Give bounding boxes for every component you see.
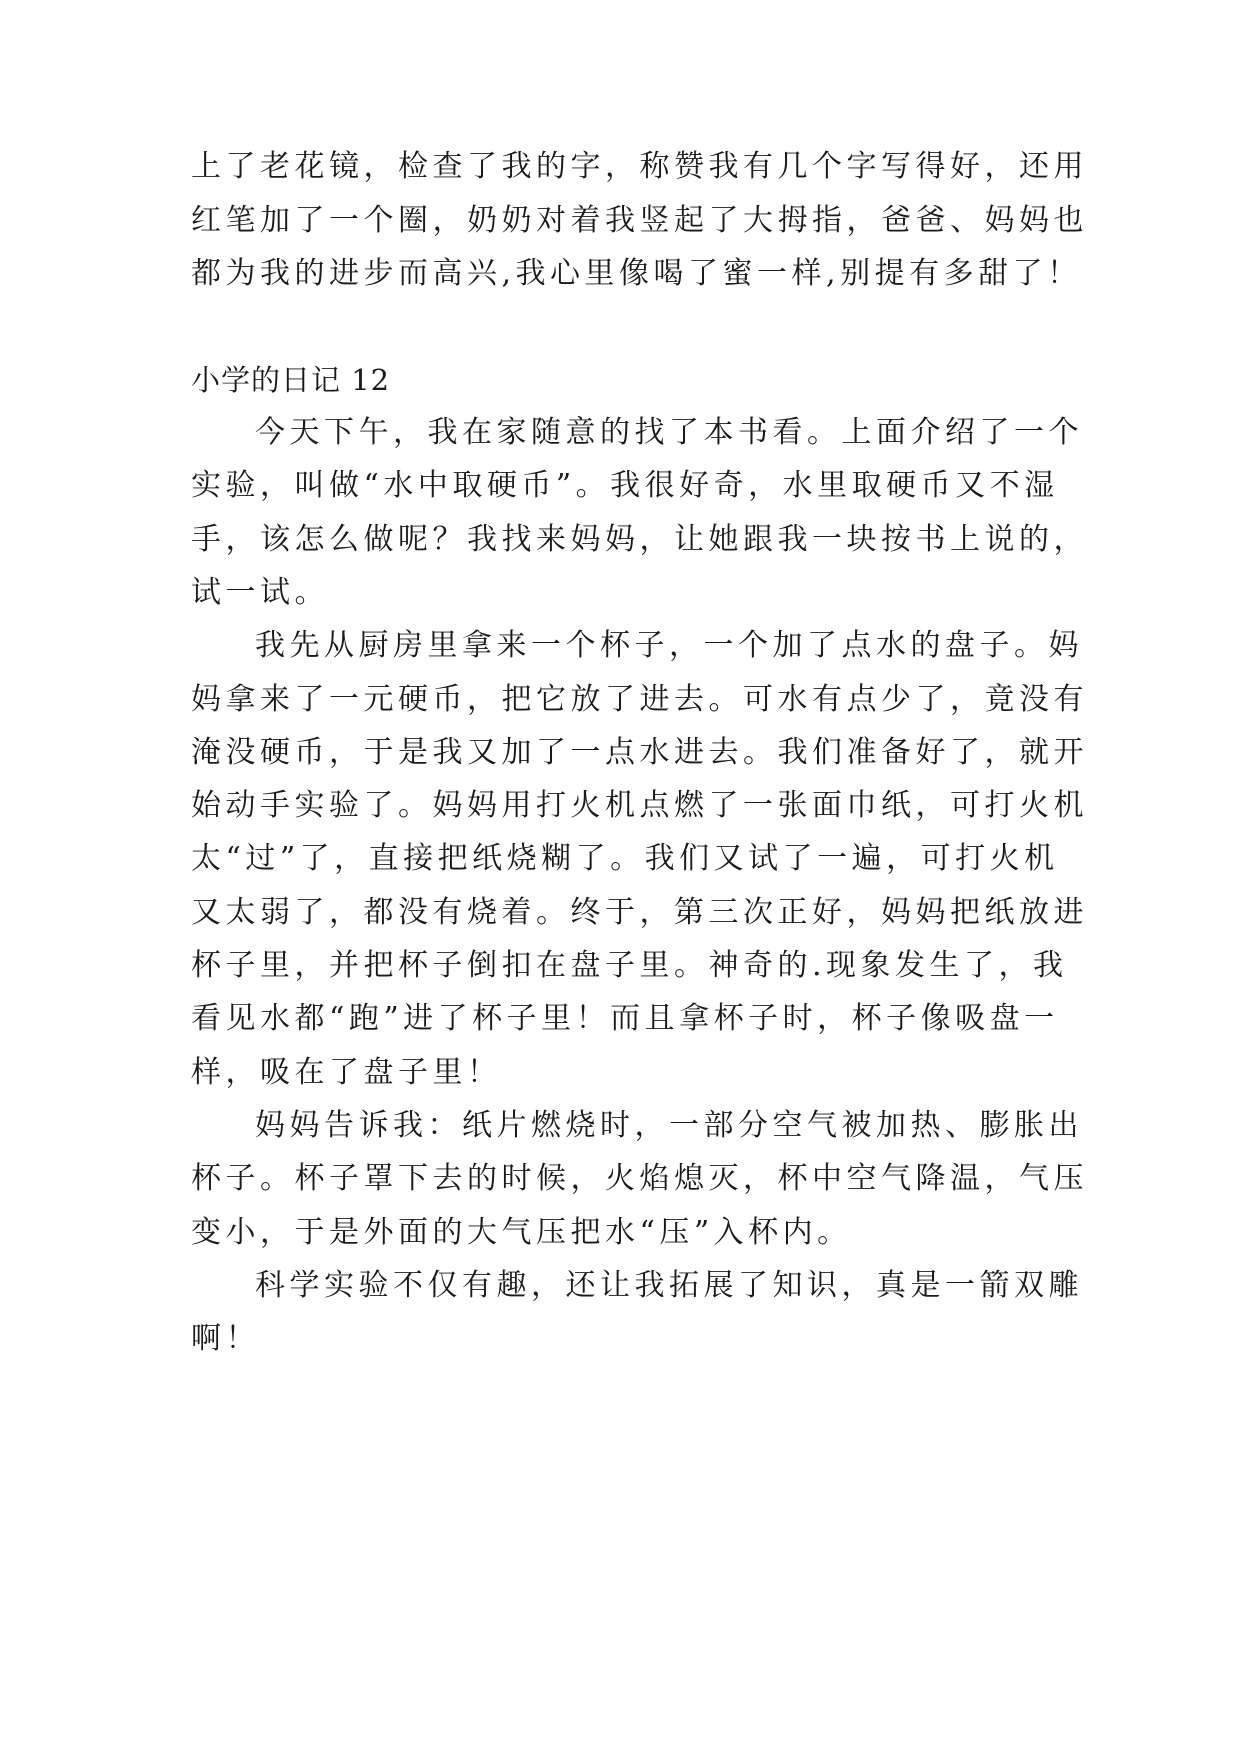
text-line: 杯子。杯子罩下去的时候，火焰熄灭，杯中空气降温，气压	[191, 1161, 1088, 1196]
text-line: 变小，于是外面的大气压把水“压”入杯内。	[191, 1215, 852, 1250]
text-line: 手，该怎么做呢？我找来妈妈，让她跟我一块按书上说的，	[191, 522, 1088, 557]
text-line: 妈妈告诉我：纸片燃烧时，一部分空气被加热、膨胀出	[255, 1108, 1083, 1143]
text-line: 实验，叫做“水中取硬币”。我很好奇，水里取硬币又不湿	[191, 468, 1059, 503]
text-line: 又太弱了，都没有烧着。终于，第三次正好，妈妈把纸放进	[191, 895, 1088, 930]
text-line: 科学实验不仅有趣，还让我拓展了知识，真是一箭双雕	[255, 1268, 1083, 1303]
text-line: 今天下午，我在家随意的找了本书看。上面介绍了一个	[255, 415, 1083, 450]
text-line: 试一试。	[191, 575, 329, 610]
text-line: 始动手实验了。妈妈用打火机点燃了一张面巾纸，可打火机	[191, 788, 1088, 823]
text-line: 样，吸在了盘子里！	[191, 1055, 502, 1090]
text-line: 看见水都“跑”进了杯子里！而且拿杯子时，杯子像吸盘一	[191, 1001, 1059, 1036]
text-line: 红笔加了一个圈，奶奶对着我竖起了大拇指，爸爸、妈妈也	[191, 203, 1088, 238]
text-line: 妈拿来了一元硬币，把它放了进去。可水有点少了，竟没有	[191, 682, 1088, 717]
text-line: 淹没硬币，于是我又加了一点水进去。我们准备好了，就开	[191, 735, 1088, 770]
text-line: 啊！	[191, 1321, 260, 1356]
text-line: 上了老花镜，检查了我的字，称赞我有几个字写得好，还用	[191, 149, 1088, 184]
text-line: 都为我的进步而高兴,我心里像喝了蜜一样,别提有多甜了！	[191, 256, 1082, 291]
text-line: 杯子里，并把杯子倒扣在盘子里。神奇的.现象发生了，我	[191, 948, 1068, 983]
entry-title: 小学的日记 12	[191, 363, 391, 397]
text-line: 太“过”了，直接把纸烧糊了。我们又试了一遍，可打火机	[191, 841, 1059, 876]
text-line: 我先从厨房里拿来一个杯子，一个加了点水的盘子。妈	[255, 628, 1083, 663]
